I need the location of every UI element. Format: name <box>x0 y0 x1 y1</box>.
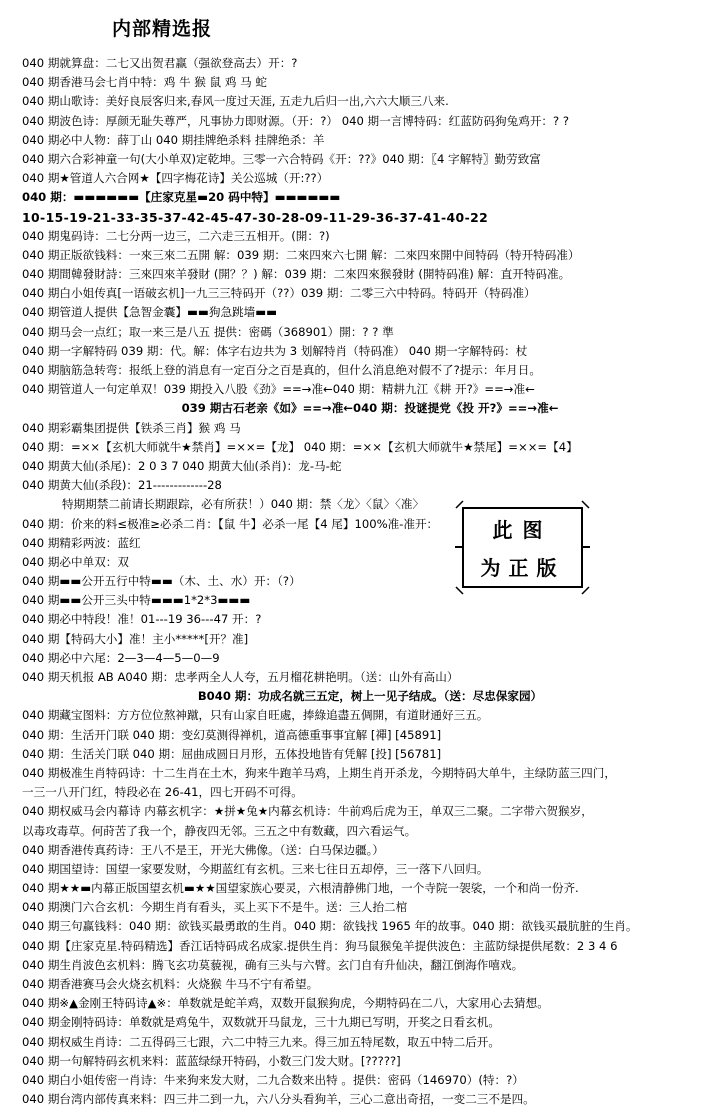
text-line: 040 期天机报 AB A040 期：忠孝两全人人夸，五月榴花耕艳明。（送：山外有高山） <box>22 670 459 684</box>
text-line: 040 期黄大仙(杀尾)：2 0 3 7 040 期黄大仙(杀肖)：龙-马-蛇 <box>22 458 342 473</box>
text-line: 040 期香港马会七肖中特：鸡 牛 猴 鼠 鸡 马 蛇 <box>22 75 268 90</box>
text-line: 040 期脑筋急转弯：报纸上登的消息有一定百分之百是真的，但什么消息绝对假不了?提示：年月日。 <box>22 363 541 377</box>
text-line: 039 期古石老亲《如》==→准←040 期：投谜提党《投 开?》==→准← <box>181 401 559 416</box>
text-line: 040 期香港赛马会火烧玄机料：火烧猴 牛马不宁有希望。 <box>22 977 319 991</box>
text-line: 040 期※▲金刚王特码诗▲※：单数就是蛇羊鸡，双数开鼠猴狗虎，今期特码在二八，大家用心去猜想。 <box>22 996 549 1011</box>
text-line: 040 期极准生肖特码诗：十二生肖在土木，狗来牛跑羊马鸡，上期生肖开杀龙，今期特码大单牛，主绿防蓝三四门， <box>22 765 616 780</box>
text-line: 040 期：生活开门联 040 期：变幻莫测得禅机，道高德重事事宜解 [禪] [45891] <box>22 727 442 742</box>
text-line: 040 期：▬▬▬▬▬▬【庄家克星▬20 码中特】▬▬▬▬▬▬ <box>22 190 341 205</box>
text-line: 040 期必中六尾：2—3—4—5—0—9 <box>22 650 220 665</box>
page-title: 内部精选报 <box>112 18 213 40</box>
text-line: 040 期波色诗：厚颜无耻失尊严，凡事协力即财源。（开：?） 040 期一言博特码：红蓝防码狗兔鸡开：? ? <box>22 113 570 128</box>
text-line: 040 期一字解特码 039 期：代。解：体字右边共为 3 划解特肖（特码准） 040 期一字解特码：杖 <box>22 343 528 358</box>
text-line: 040 期山歌诗：美好良辰客归来,春风一度过天涯, 五走九后归一出,六六大顺三八来. <box>22 94 449 109</box>
text-lines <box>22 54 718 1109</box>
text-line: 040 期▬▬公开三头中特▬▬▬1*2*3▬▬▬ <box>22 593 251 608</box>
text-line: 040 期白小姐传密一肖诗：牛来狗来发大财，二九合数来出特 。提供：密码（146970）(特：?） <box>22 1072 524 1087</box>
text-line: 040 期台湾内部传真来料：四三井二到一九，六八分头看狗羊，三心二意出奇招，一变二三不是四。 <box>22 1092 535 1107</box>
text-line: 040 期香港传真药诗：王八不是王，开光大佛像。（送：白马保边疆。） <box>22 842 385 857</box>
text-line: 040 期三句赢钱料：040 期：欲钱买最勇敢的生肖。040 期：欲钱找 1965 年的故事。040 期：欲钱买最肮脏的生肖。 <box>22 919 638 934</box>
text-line: 特期期禁二前请长期跟踪，必有所获！）040 期：禁〈龙〉〈鼠〉〈准〉 <box>62 497 425 512</box>
text-line: 040 期精彩两波：蓝红 <box>22 535 141 550</box>
text-line: 以毒攻毒草。何莳苦了我一个，静夜四无邻。三五之中有数藏，四六看运气。 <box>22 823 417 838</box>
text-line: 一三一八开门红，特段必在 26-41，四七开码不可得。 <box>22 785 303 800</box>
text-line: 040 期藏宝图料：方方位位熬神蹴，只有山家自旺處，捧綠追盡五倜開，有道財通好三五。 <box>22 708 489 723</box>
text-line: 10-15-19-21-33-35-37-42-45-47-30-28-09-11-29-36-37-41-40-22 <box>22 209 489 225</box>
text-line: 040 期彩霸集团提供【铁杀三肖】猴 鸡 马 <box>22 420 241 435</box>
text-line: 040 期正版欲钱料：一來三來二五開 解：039 期：二來四來六七開 解：二來四來開中间特码（特开特码准） <box>22 247 580 262</box>
text-line: 040 期▬▬公开五行中特▬▬（木、土、水）开：（?） <box>22 574 301 589</box>
text-line: 040 期間韓發財詩：三來四來羊發財 (開？？) 解：039 期：二來四來猴發財 (開特码准) 解：直开特码准。 <box>22 267 571 282</box>
text-line: 040 期权威马会内幕诗 内幕玄机字：★拼★兔★内幕玄机诗：牛前鸡后虎为王，单双三二聚。二字带六贺猴岁， <box>22 804 593 819</box>
text-line: 040 期鬼码诗：二七分两一边三，二六走三五相开。(開：?) <box>22 228 330 243</box>
text-line: 040 期权威生肖诗：二五得码三七跟，六二中特三九来。得三加五特尾数，取五中特二后开。 <box>22 1034 500 1049</box>
text-line: 040 期：生活关门联 040 期：屈曲成圆日月形，五体投地皆有凭解 [投] [56781] <box>22 746 442 761</box>
text-line: B040 期：功成名就三五定，树上一见子结成。（送：尽忠保家园） <box>197 689 543 704</box>
text-line: 040 期【庄家克星.特码精选】香江话特码成名成家.提供生肖：狗马鼠猴兔羊提供波色：主蓝防绿提供尾数：2 3 4 6 <box>22 938 618 953</box>
text-line: 040 期白小姐传真[一语破玄机]一九三三特码开（??）039 期：二零三六中特码。特码开（特码准） <box>22 286 536 301</box>
stamp-line-1: 此图 <box>492 518 553 542</box>
text-line: 040 期生肖波色玄机料：腾飞玄功莫藐视，确有三头与六臂。玄门自有升仙决，翻江倒海作嘻戏。 <box>22 957 524 972</box>
text-line: 040 期管道人提供【急智金囊】▬▬狗急跳墙▬▬ <box>22 305 278 320</box>
text-line: 040 期就算盘：二七又出贺君赢（强欲登高去）开：? <box>22 56 298 70</box>
text-line: 040 期必中人物：薛丁山 040 期挂牌绝杀料 挂牌绝杀：羊 <box>22 132 325 147</box>
text-line: 040 期★管道人六合网★【四字梅花诗】关公巡城（开:??） <box>22 171 329 186</box>
text-line: 040 期★★▬内幕正版国望玄机▬★★国望家族心要灵，六根清静佛门地，一个寺院一袈裟，一个和尚一份齐. <box>22 881 579 896</box>
text-line: 040 期金刚特码诗：单数就是鸡兔牛，双数就开马鼠龙，三十九期已写明，开奖之日看玄机。 <box>22 1015 500 1030</box>
text-line: 040 期【特码大小】准！主小*****[开？准] <box>22 631 249 646</box>
text-line: 040 期：价来的料≤极准≥必杀二肖：【鼠 牛】必杀一尾【4 尾】100%准-准开： <box>22 516 439 531</box>
text-line: 040 期管道人一句定单双！039 期投入八股《劲》==→准←040 期：精耕九江《耕 开?》==→准← <box>22 382 535 397</box>
text-line: 040 期澳门六合玄机：今期生肖有看头，买上买下不是牛。送：三人抬二棺 <box>22 900 408 915</box>
text-line: 040 期六合彩神童一句(大小单双)定乾坤。三零一六合特码《开：??》040 期：〖4 字解特〗勤劳致富 <box>22 151 541 166</box>
text-line: 040 期：=××【玄机大师就牛★禁肖】=××=【龙】 040 期：=××【玄机大师就牛★禁尾】=××=【4】 <box>22 439 578 454</box>
text-line: 040 期马会一点红；取一来三是八五 提供：密碼（368901）開：? ? 準 <box>22 324 394 339</box>
stamp-line-2: 为正版 <box>480 556 565 580</box>
official-version-stamp <box>455 500 590 595</box>
text-line: 040 期黄大仙(杀段)：21-------------28 <box>22 478 222 493</box>
text-line: 040 期国望诗：国望一家要发财，今期蓝红有玄机。三来七往日五却停，三一落下八回归。 <box>22 861 489 876</box>
text-line: 040 期必中特段！准！01---19 36---47 开：? <box>22 612 262 627</box>
text-line: 040 期必中单双：双 <box>22 554 129 569</box>
text-line: 040 期一句解特码玄机来料：蓝蓝绿绿开特码，小数三门发大财。[?????] <box>22 1053 401 1068</box>
